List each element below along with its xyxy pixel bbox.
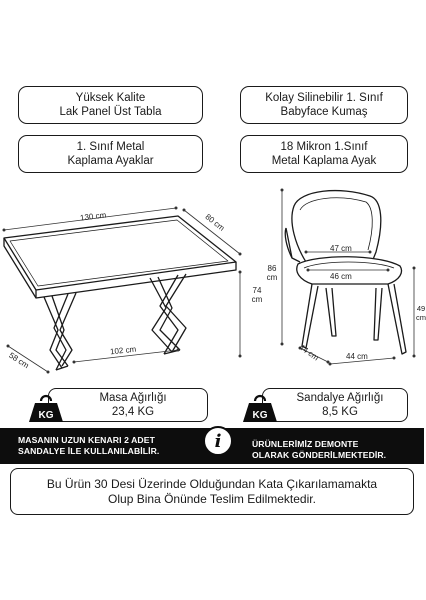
chair-base-width-label: 44 cm xyxy=(346,352,368,361)
feature-line: Lak Panel Üst Tabla xyxy=(59,106,162,118)
weight-icon-label: KG xyxy=(252,410,268,421)
chair-height-value: 86 xyxy=(267,264,277,273)
table-width-label: 80 cm xyxy=(203,212,227,233)
chair-seat-height-unit: cm xyxy=(416,313,426,322)
info-bar-left-text xyxy=(18,435,218,457)
table-weight-value: 23,4 KG xyxy=(111,406,155,418)
chair-back-width-label: 47 cm xyxy=(330,244,352,253)
feature-line: Metal Kaplama Ayak xyxy=(271,155,377,167)
chair-leg xyxy=(326,288,336,336)
table-leg-span-label: 102 cm xyxy=(109,344,137,357)
weight-icon xyxy=(242,395,278,423)
weight-icon xyxy=(28,395,64,423)
delivery-notice xyxy=(10,468,414,515)
chair-weight-label: Sandalye Ağırlığı xyxy=(296,392,384,404)
table-weight-box xyxy=(48,388,208,422)
info-bar-line: SANDALYE İLE KULLANILABİLİR. xyxy=(18,446,160,456)
info-bar-line: MASANIN UZUN KENARI 2 ADET xyxy=(18,435,155,445)
info-icon: i xyxy=(203,426,233,456)
table-leg-depth-label: 58 cm xyxy=(7,350,31,371)
feature-line: Yüksek Kalite xyxy=(75,92,146,104)
weight-icon-label: KG xyxy=(38,410,54,421)
chair-leg xyxy=(302,284,318,348)
table-height-value: 74 xyxy=(252,286,262,295)
info-bar-right-text xyxy=(252,439,422,461)
chair-leg xyxy=(374,288,382,340)
chair-height-label xyxy=(263,264,281,282)
table-height-label xyxy=(247,286,267,304)
notice-line: Olup Bina Önünde Teslim Edilmektedir. xyxy=(108,491,316,506)
chair-height-unit: cm xyxy=(266,273,278,282)
feature-line: Kaplama Ayaklar xyxy=(67,155,154,167)
feature-line: Kolay Silinebilir 1. Sınıf xyxy=(265,92,383,104)
chair-seat-height-value: 49 xyxy=(416,304,426,313)
feature-line: 1. Sınıf Metal xyxy=(76,141,145,153)
info-bar-line: ÜRÜNLERİMİZ DEMONTE xyxy=(252,439,359,449)
chair-leg xyxy=(388,284,406,354)
table-weight-label: Masa Ağırlığı xyxy=(99,392,167,404)
table-leg-right xyxy=(150,274,186,354)
chair-seat-width-label: 46 cm xyxy=(330,272,352,281)
chair-seat-height-label xyxy=(416,304,426,322)
table-length-label: 130 cm xyxy=(79,210,107,223)
feature-line: Babyface Kumaş xyxy=(280,106,368,118)
chair-weight-box xyxy=(262,388,408,422)
table-leg-left xyxy=(44,293,76,370)
chair-weight-value: 8,5 KG xyxy=(322,406,358,418)
table-height-unit: cm xyxy=(251,295,263,304)
info-bar-line: OLARAK GÖNDERİLMEKTEDİR. xyxy=(252,450,387,460)
chair-base-depth-label: 44 cm xyxy=(297,342,321,363)
feature-line: 18 Mikron 1.Sınıf xyxy=(280,141,368,153)
notice-line: Bu Ürün 30 Desi Üzerinde Olduğundan Kata Çıkarılamamakta xyxy=(46,476,378,491)
